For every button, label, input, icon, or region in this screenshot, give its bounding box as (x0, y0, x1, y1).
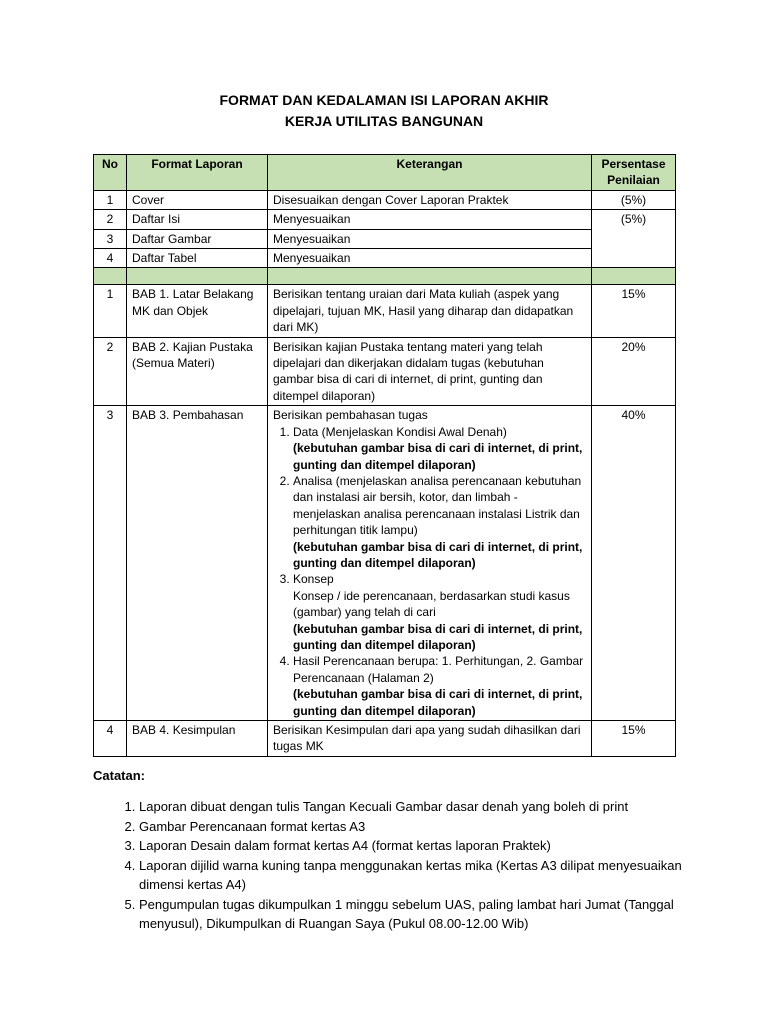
table-row (94, 406, 676, 721)
list-item: 1. Laporan dibuat dengan tulis Tangan Kecuali Gambar dasar denah yang boleh di print (139, 797, 729, 817)
title-line-1: FORMAT DAN KEDALAMAN ISI LAPORAN AKHIR (219, 92, 549, 108)
cell-no: 2 (94, 337, 127, 406)
cell-no: 3 (94, 406, 127, 721)
cell-format: BAB 1. Latar Belakang MK dan Objek (127, 285, 268, 337)
item-note: (kebutuhan gambar bisa di cari di internet, di print, gunting dan ditempel dilaporan) (293, 621, 583, 652)
cell-keterangan: Berisikan tentang uraian dari Mata kuliah (aspek yang dipelajari, tujuan MK, Hasil yang diharap dan didapatkan dari MK) (268, 285, 592, 337)
separator-row (94, 268, 676, 285)
catatan-heading: Catatan: (93, 768, 146, 783)
list-item: 5. Pengumpulan tugas dikumpulkan 1 minggu sebelum UAS, paling lambat hari Jumat (Tanggal menyusul), Dikumpulkan di Ruangan Saya (Pukul 08.00-12.00 Wib) (139, 895, 729, 934)
cell-keterangan: Menyesuaikan (268, 249, 592, 268)
cell-format: BAB 4. Kesimpulan (127, 721, 268, 757)
cell-no: 2 (94, 210, 127, 229)
cell-no: 3 (94, 229, 127, 248)
cell-persentase: 15% (592, 285, 676, 337)
item-note: (kebutuhan gambar bisa di cari di internet, di print, gunting dan ditempel dilaporan) (293, 441, 583, 472)
cell-format: Daftar Isi (127, 210, 268, 229)
pembahasan-list (273, 424, 586, 719)
cell-keterangan (268, 406, 592, 721)
catatan-list (93, 797, 729, 934)
cell-format: Daftar Tabel (127, 249, 268, 268)
document-title (0, 90, 768, 132)
report-format-table (93, 154, 676, 757)
table-row (94, 210, 676, 229)
cell-format: Cover (127, 190, 268, 209)
cell-persentase: 40% (592, 406, 676, 721)
cell-no: 4 (94, 721, 127, 757)
cell-format: BAB 3. Pembahasan (127, 406, 268, 721)
list-item: 1. Data (Menjelaskan Kondisi Awal Denah) (kebutuhan gambar bisa di cari di internet, di print, gunting dan ditempel dilaporan) (293, 424, 586, 473)
list-item: 3. Laporan Desain dalam format kertas A4 (format kertas laporan Praktek) (139, 836, 729, 856)
cell-persentase: 20% (592, 337, 676, 406)
list-item: 4. Laporan dijilid warna kuning tanpa menggunakan kertas mika (Kertas A3 dilipat menyesuaikan dimensi kertas A4) (139, 856, 729, 895)
cell-no: 1 (94, 285, 127, 337)
title-line-2: KERJA UTILITAS BANGUNAN (284, 113, 484, 129)
table-row (94, 229, 676, 248)
cell-keterangan: Berisikan kajian Pustaka tentang materi yang telah dipelajari dan dikerjakan didalam tugas (kebutuhan gambar bisa di cari di internet, di print, gunting dan ditempel dilaporan) (268, 337, 592, 406)
header-persentase: Persentase Penilaian (592, 155, 676, 191)
table-row (94, 721, 676, 757)
item-note: (kebutuhan gambar bisa di cari di internet, di print, gunting dan ditempel dilaporan) (293, 539, 583, 570)
cell-format: Daftar Gambar (127, 229, 268, 248)
table-header-row (94, 155, 676, 191)
list-item: 2. Gambar Perencanaan format kertas A3 (139, 817, 729, 837)
table-row (94, 285, 676, 337)
header-no: No (94, 155, 127, 191)
table-row (94, 190, 676, 209)
item-note: (kebutuhan gambar bisa di cari di internet, di print, gunting dan ditempel dilaporan) (293, 687, 583, 718)
cell-keterangan: Menyesuaikan (268, 229, 592, 248)
list-item: 2. Analisa (menjelaskan analisa perencanaan kebutuhan dan instalasi air bersih, kotor, dan limbah - menjelaskan analisa perencanaan instalasi Listrik dan perhitungan titik lampu) (kebutuhan gambar bisa di cari di internet, di print, gunting dan ditempel dilaporan) (293, 473, 586, 571)
cell-no: 1 (94, 190, 127, 209)
cell-keterangan: Disesuaikan dengan Cover Laporan Praktek (268, 190, 592, 209)
cell-persentase: (5%) (592, 190, 676, 209)
cell-persentase: (5%) (592, 210, 676, 268)
table-row (94, 249, 676, 268)
header-format: Format Laporan (127, 155, 268, 191)
cell-keterangan: Menyesuaikan (268, 210, 592, 229)
table-row (94, 337, 676, 406)
header-keterangan: Keterangan (268, 155, 592, 191)
cell-no: 4 (94, 249, 127, 268)
cell-keterangan: Berisikan Kesimpulan dari apa yang sudah dihasilkan dari tugas MK (268, 721, 592, 757)
cell-persentase: 15% (592, 721, 676, 757)
keterangan-intro: Berisikan pembahasan tugas (273, 408, 428, 423)
cell-format: BAB 2. Kajian Pustaka (Semua Materi) (127, 337, 268, 406)
list-item: 4. Hasil Perencanaan berupa: 1. Perhitungan, 2. Gambar Perencanaan (Halaman 2) (kebutuhan gambar bisa di cari di internet, di print, gunting dan ditempel dilaporan) (293, 653, 586, 719)
list-item: 3. Konsep Konsep / ide perencanaan, berdasarkan studi kasus (gambar) yang telah di cari (kebutuhan gambar bisa di cari di internet, di print, gunting dan ditempel dilaporan) (293, 571, 586, 653)
